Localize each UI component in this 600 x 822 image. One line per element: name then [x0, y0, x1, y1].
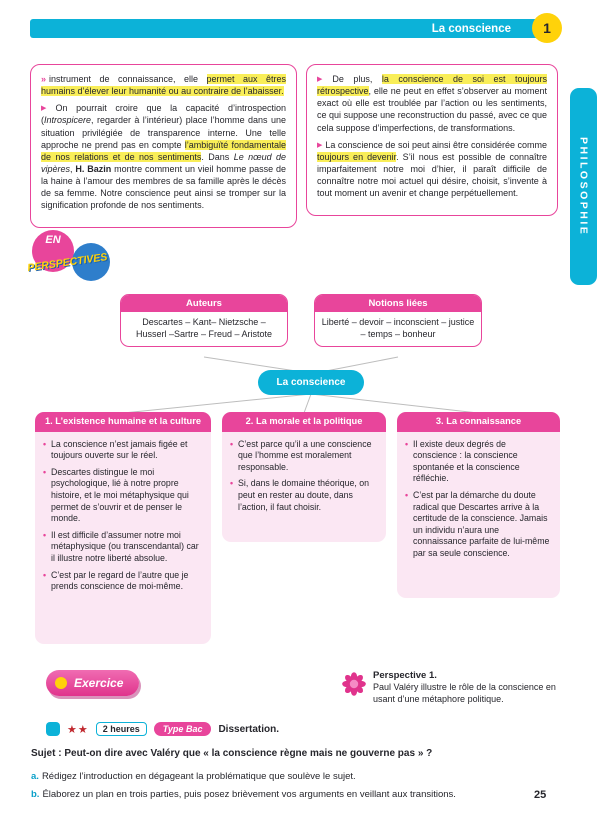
- exercise-item-b: [31, 789, 563, 800]
- en-perspectives-logo: [26, 230, 122, 290]
- bullet-text: Si, dans le domaine théorique, on peut en rester au doute, dans l’action, il faut choisir.: [238, 478, 370, 512]
- concept-box-title: 2. La morale et la politique: [222, 412, 386, 432]
- concept-bullet: [405, 490, 552, 560]
- item-text: Rédigez l’introduction en dégageant la problématique que soulève le sujet.: [41, 771, 356, 782]
- subject-tab: [570, 88, 597, 285]
- item-label: a.: [31, 771, 39, 782]
- exercise-marker-icon: [46, 722, 60, 736]
- chapter-title: La conscience: [431, 22, 511, 35]
- concept-box-title: 1. L’existence humaine et la culture: [35, 412, 211, 432]
- bullet-text: Descartes distingue le moi psychologique, lié à notre propre histoire, et le moi métaphysique qui permet de s’ouvrir et de penser le monde.: [51, 466, 189, 524]
- concept-box-title: 3. La connaissance: [397, 412, 560, 432]
- bullet-arrow-icon: ▶: [41, 105, 53, 113]
- authors-box-title: Auteurs: [121, 295, 287, 312]
- notions-box-title: Notions liées: [315, 295, 481, 312]
- bullet-arrow-icon: ▶: [317, 141, 323, 149]
- notions-box: [314, 294, 482, 347]
- bullet-arrow-icon: ▶: [317, 76, 330, 83]
- paragraph-text: De plus, la conscience de soi est toujours rétrospective, elle ne peut en effet s’observer au moment exact où elle est troublée par l’action ou les sentiments, ce qui suppose une reconstruction du passé, avec ce que cela suppose d’imperfections, de transformations.: [317, 74, 547, 133]
- concept-bullet: [43, 439, 203, 462]
- paragraph-text: On pourrait croire que la capacité d’introspection (Introspicere, regarder à l’intérieur) place l’homme dans une situation privilégiée de transparence interne. Une telle approche ne prend pas en compte l’ambiguïté fondamentale de nos relations et de nos sentiments. Dans Le nœud de vipères, H. Bazin montre comment un vieil homme passe de la haine à l’amour des membres de sa famille après le décès de sa femme. Notre conscience peut ainsi se tromper sur la signification profonde de nos sentiments.: [41, 103, 286, 210]
- chapter-number: 1: [543, 20, 551, 36]
- exercise-kind: Dissertation.: [218, 723, 280, 735]
- duration-badge: 2 heures: [96, 722, 147, 736]
- concept-bullet: [43, 467, 203, 525]
- bullet-dot-icon: •: [43, 569, 47, 580]
- bullet-text: Il existe deux degrés de conscience : la conscience spontanée et la conscience réfléchie.: [413, 438, 520, 484]
- authors-box: [120, 294, 288, 347]
- page-number: 25: [534, 789, 547, 801]
- perspective-note: [342, 670, 568, 705]
- paragraph: [317, 139, 547, 200]
- intro-box-right: [306, 64, 558, 216]
- concept-box-existence: [35, 412, 211, 644]
- bullet-dot-icon: •: [43, 529, 47, 540]
- concept-bullet-list: [397, 432, 560, 569]
- bullet-dot-icon: •: [43, 438, 47, 449]
- bullet-dot-icon: •: [230, 438, 234, 449]
- bullet-dot-icon: •: [405, 490, 409, 501]
- exercise-meta-row: [46, 722, 279, 736]
- perspective-text: Paul Valéry illustre le rôle de la conscience en usant d’une métaphore politique.: [373, 682, 556, 704]
- exercise-item-a: [31, 771, 563, 782]
- authors-box-body: Descartes – Kant– Nietzsche – Husserl –Sartre – Freud – Aristote: [135, 317, 273, 340]
- difficulty-stars: ★★: [67, 723, 89, 736]
- bullet-text: C’est parce qu’il a une conscience que l’homme est moralement responsable.: [238, 438, 372, 472]
- concept-box-morale: [222, 412, 386, 542]
- central-concept-node: [258, 370, 364, 395]
- perspective-body: [373, 670, 568, 705]
- bullet-text: Il est difficile d’assumer notre moi métaphysique (ou transcendantal) car il illustre notre liberté absolue.: [51, 529, 199, 564]
- chapter-header-bar: [30, 19, 557, 38]
- concept-box-connaissance: [397, 412, 560, 598]
- bullet-dot-icon: •: [405, 438, 409, 449]
- subject-tab-label: PHILOSOPHIE: [577, 136, 590, 237]
- concept-bullet-list: [222, 432, 386, 523]
- subject-line: Sujet : Peut-on dire avec Valéry que « la conscience règne mais ne gouverne pas » ?: [31, 748, 433, 759]
- continuation-marker: »: [41, 74, 47, 84]
- perspective-flower-icon: [342, 672, 366, 696]
- paragraph-text: instrument de connaissance, elle permet aux êtres humains d’élever leur humanité ou au contraire de l’abaisser.: [41, 74, 287, 97]
- exercise-badge: [46, 670, 139, 696]
- concept-bullet: [230, 478, 378, 513]
- bullet-text: C’est par la démarche du doute radical que Descartes arrive à la certitude de la conscience. Jamais un individu n’aura une connaissance parfaite de lui-même par sa seule conscience.: [413, 490, 550, 559]
- concept-bullet: [230, 439, 378, 474]
- logo-perspectives-text: PERSPECTIVES: [26, 251, 109, 275]
- item-label: b.: [31, 789, 40, 800]
- yellow-dot-icon: [55, 677, 67, 689]
- bullet-text: La conscience n’est jamais figée et toujours ouverte sur le réel.: [51, 438, 188, 461]
- bullet-dot-icon: •: [230, 478, 234, 489]
- concept-bullet-list: [35, 432, 211, 602]
- paragraph-text: La conscience de soi peut ainsi être considérée comme toujours en devenir. S’il nous est possible de connaître imparfaitement notre moi d’hier, il paraît difficile de connaître notre moi actuel qui désire, choisit, s’invente à tout moment un avenir et change perpétuellement.: [317, 139, 548, 199]
- type-bac-badge: Type Bac: [154, 722, 212, 736]
- central-concept-label: La conscience: [276, 377, 346, 388]
- bullet-dot-icon: •: [43, 466, 47, 477]
- paragraph: [41, 102, 286, 211]
- bullet-text: C’est par le regard de l’autre que je prends conscience de moi-même.: [51, 569, 189, 592]
- chapter-number-badge: [532, 13, 562, 43]
- item-text: Élaborez un plan en trois parties, puis posez brièvement vos arguments en veillant aux transitions.: [42, 789, 456, 800]
- concept-bullet: [43, 530, 203, 565]
- exercise-badge-label: Exercice: [74, 676, 124, 690]
- intro-box-left: [30, 64, 297, 228]
- paragraph: [41, 73, 286, 97]
- logo-en-text: EN: [45, 234, 61, 246]
- concept-bullet: [405, 439, 552, 485]
- notions-box-body: Liberté – devoir – inconscient – justice – temps – bonheur: [321, 317, 475, 340]
- paragraph: [317, 73, 547, 134]
- concept-bullet: [43, 570, 203, 593]
- perspective-title: Perspective 1.: [373, 670, 437, 681]
